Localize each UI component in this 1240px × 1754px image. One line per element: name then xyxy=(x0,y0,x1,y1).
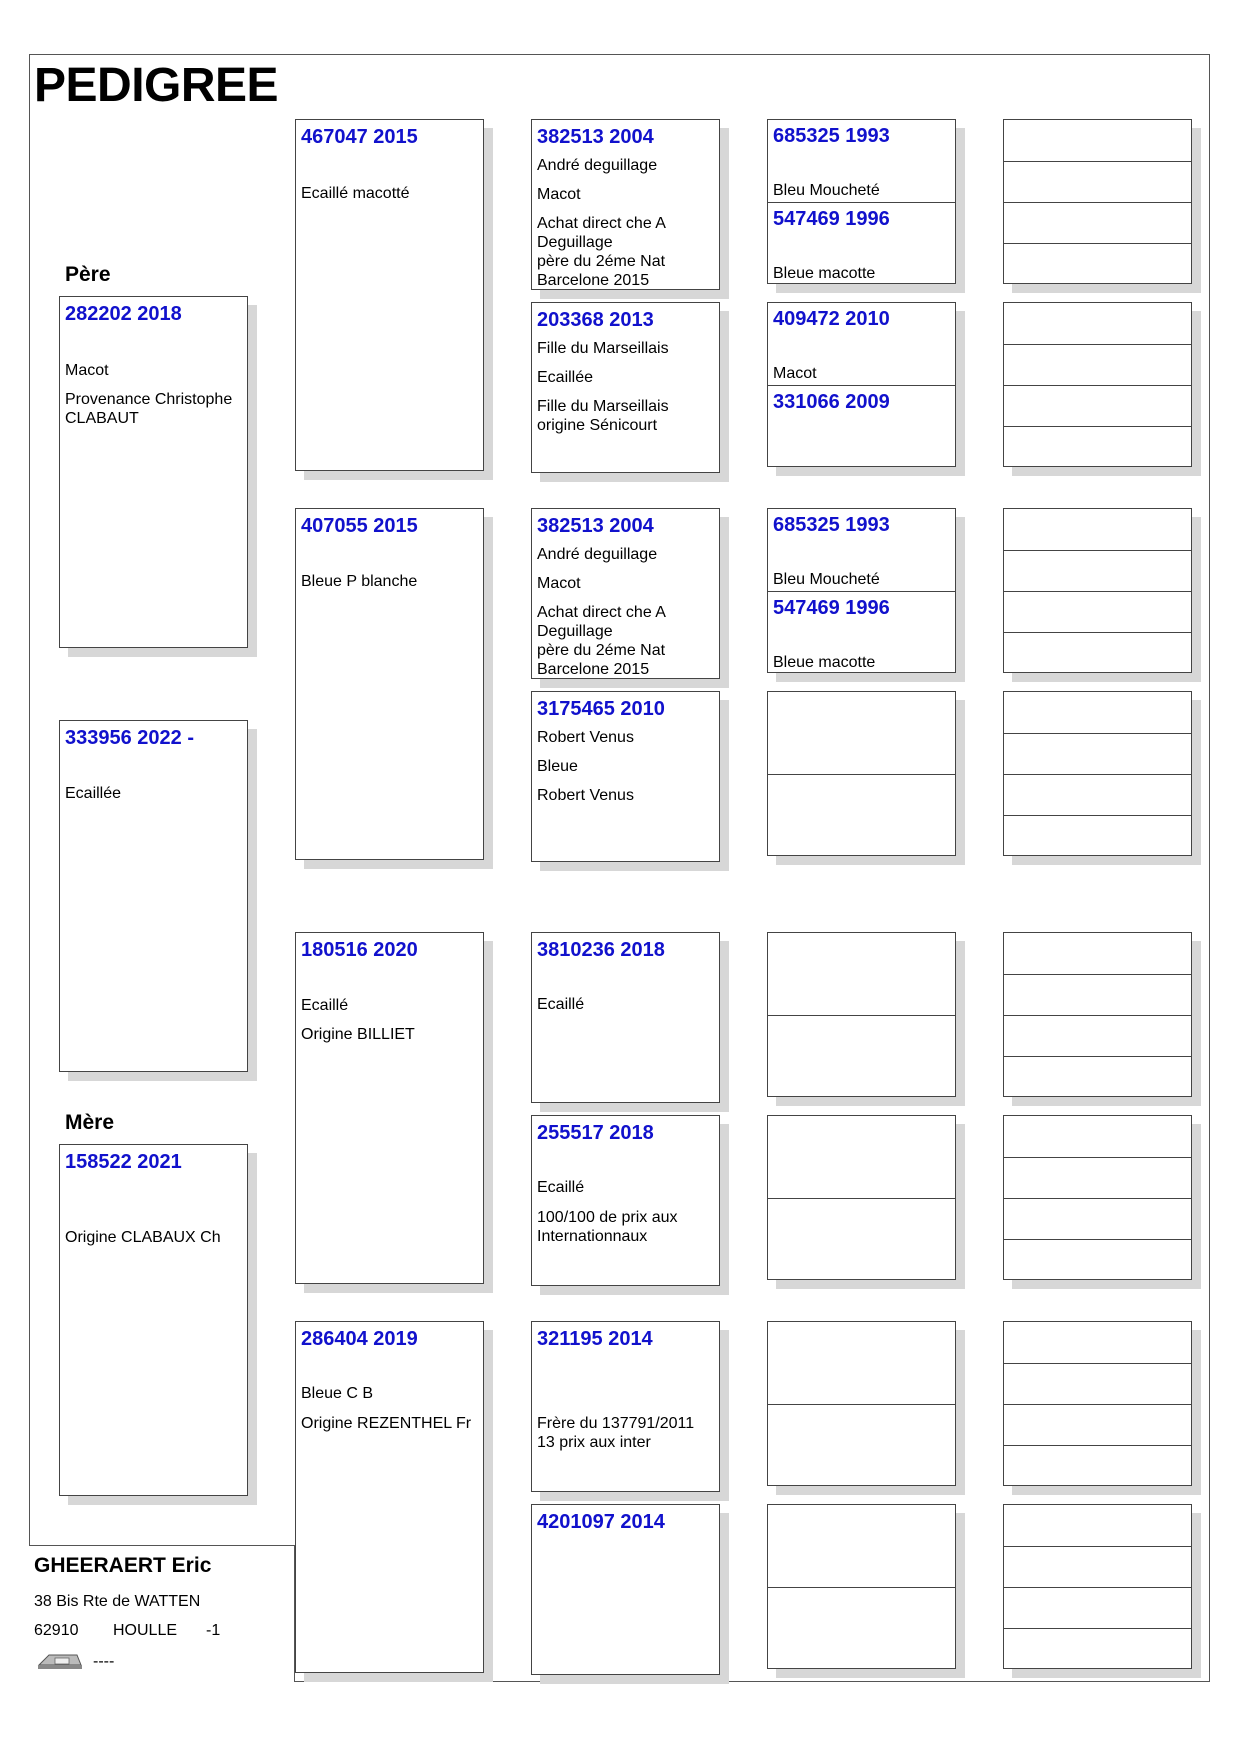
owner-postcode: 62910 xyxy=(34,1622,79,1639)
bird-info-line: Achat direct che A xyxy=(537,604,666,621)
bird-info-line: Provenance Christophe xyxy=(65,391,233,408)
bird-info-line: 100/100 de prix aux xyxy=(537,1209,678,1226)
gen5-slot xyxy=(1004,1445,1191,1486)
gen5-slot xyxy=(1004,1322,1191,1363)
ring-number: 547469 1996 xyxy=(773,208,890,230)
gen5-slot xyxy=(1004,1239,1191,1280)
bird-info-line: Ecaillé xyxy=(537,996,585,1013)
bird-info-line: Macot xyxy=(537,186,581,203)
gen5-slot xyxy=(1004,1587,1191,1629)
ring-number: 158522 2021 xyxy=(65,1151,182,1173)
gen5-slot xyxy=(1004,1628,1191,1669)
gen5-slot xyxy=(1004,344,1191,386)
telephone-icon xyxy=(37,1651,83,1671)
ring-number: 407055 2015 xyxy=(301,515,418,537)
owner-city: HOULLE xyxy=(113,1622,178,1639)
gen5-card xyxy=(1003,508,1192,673)
bird-info-line: Bleu Moucheté xyxy=(773,182,880,199)
bird-info-line: Deguillage xyxy=(537,234,613,251)
gen5-slot xyxy=(1004,1505,1191,1546)
gen5-slot xyxy=(1004,1116,1191,1157)
ring-number: 331066 2009 xyxy=(773,391,890,413)
gen5-slot xyxy=(1004,303,1191,344)
great-grandparent-card xyxy=(531,119,720,290)
ring-number: 3175465 2010 xyxy=(537,698,665,720)
bird-info-line: Robert Venus xyxy=(537,787,634,804)
ring-number: 382513 2004 xyxy=(537,515,654,537)
owner-phone: ---- xyxy=(93,1653,115,1670)
ancestor-pair-card xyxy=(767,508,956,673)
bird-info-line: Deguillage xyxy=(537,623,613,640)
gen5-card xyxy=(1003,691,1192,856)
bird-info-line: Origine BILLIET xyxy=(301,1026,415,1043)
dam-slot xyxy=(768,202,955,284)
bird-info-line: CLABAUT xyxy=(65,410,139,427)
great-grandparent-card xyxy=(531,1504,720,1675)
owner-address: 38 Bis Rte de WATTEN xyxy=(34,1593,201,1610)
ring-number: 3810236 2018 xyxy=(537,939,665,961)
gen5-slot xyxy=(1004,426,1191,467)
sire-slot xyxy=(768,692,955,774)
sire-slot xyxy=(768,1505,955,1587)
bird-info-line: Achat direct che A xyxy=(537,215,666,232)
gen5-slot xyxy=(1004,1015,1191,1057)
bird-info-line: 13 prix aux inter xyxy=(537,1434,651,1451)
bird-info-line: Ecaillé xyxy=(301,997,349,1014)
ancestor-pair-card xyxy=(767,691,956,856)
gen5-slot xyxy=(1004,202,1191,244)
ancestor-pair-card xyxy=(767,1504,956,1669)
ring-number: 382513 2004 xyxy=(537,126,654,148)
ring-number: 255517 2018 xyxy=(537,1122,654,1144)
sire-slot xyxy=(768,1322,955,1404)
grandparent-card xyxy=(295,119,484,471)
ring-number: 282202 2018 xyxy=(65,303,182,325)
ring-number: 180516 2020 xyxy=(301,939,418,961)
owner-block xyxy=(29,1545,295,1682)
great-grandparent-card xyxy=(531,508,720,679)
gen5-slot xyxy=(1004,632,1191,673)
father-card xyxy=(59,296,248,648)
bird-info-line: André deguillage xyxy=(537,546,658,563)
ancestor-pair-card xyxy=(767,1321,956,1486)
gen5-slot xyxy=(1004,385,1191,427)
gen5-card xyxy=(1003,1504,1192,1669)
gen5-slot xyxy=(1004,243,1191,284)
dam-slot xyxy=(768,1587,955,1669)
gen5-slot xyxy=(1004,550,1191,592)
ring-number: 321195 2014 xyxy=(537,1328,653,1350)
gen5-slot xyxy=(1004,509,1191,550)
bird-info-line: Ecaillé macotté xyxy=(301,185,410,202)
title-gap xyxy=(282,40,1222,54)
dam-slot xyxy=(768,1404,955,1486)
bird-info-line: Ecaillée xyxy=(65,785,122,802)
bird-info-line: Macot xyxy=(773,365,817,382)
great-grandparent-card xyxy=(531,932,720,1103)
bird-info-line: Fille du Marseillais xyxy=(537,398,669,415)
bird-info-line: Ecaillé xyxy=(537,1179,585,1196)
gen5-slot xyxy=(1004,1198,1191,1240)
grandparent-card xyxy=(295,1321,484,1673)
bird-info-line: Barcelone 2015 xyxy=(537,661,650,678)
gen5-slot xyxy=(1004,1404,1191,1446)
gen5-slot xyxy=(1004,1546,1191,1588)
ring-number: 203368 2013 xyxy=(537,309,654,331)
sire-slot xyxy=(768,120,955,202)
gen5-slot xyxy=(1004,692,1191,733)
gen5-slot xyxy=(1004,1157,1191,1199)
bird-info-line: Bleue macotte xyxy=(773,654,876,671)
bird-info-line: Ecaillée xyxy=(537,369,594,386)
sire-slot xyxy=(768,509,955,591)
bird-info-line: Bleue macotte xyxy=(773,265,876,282)
bird-info-line: Robert Venus xyxy=(537,729,634,746)
bird-info-line: Macot xyxy=(65,362,109,379)
ring-number: 333956 2022 - xyxy=(65,727,195,749)
dam-slot xyxy=(768,1198,955,1280)
bird-info-line: Origine CLABAUX Ch xyxy=(65,1229,221,1246)
bird-info-line: Bleue C B xyxy=(301,1385,374,1402)
gen5-slot xyxy=(1004,1363,1191,1405)
sire-slot xyxy=(768,933,955,1015)
great-grandparent-card xyxy=(531,1115,720,1286)
bird-info-line: Origine REZENTHEL Fr xyxy=(301,1415,472,1432)
gen5-card xyxy=(1003,119,1192,284)
owner-name: GHEERAERT Eric xyxy=(34,1554,212,1577)
gen5-slot xyxy=(1004,815,1191,856)
ancestor-pair-card xyxy=(767,119,956,284)
gen5-slot xyxy=(1004,933,1191,974)
bird-info-line: Internationnaux xyxy=(537,1228,648,1245)
bird-info-line: Barcelone 2015 xyxy=(537,272,650,289)
sire-slot xyxy=(768,303,955,385)
bird-info-line: père du 2éme Nat xyxy=(537,253,666,270)
ancestor-pair-card xyxy=(767,932,956,1097)
page-title: PEDIGREE xyxy=(34,59,279,112)
gen5-slot xyxy=(1004,774,1191,816)
great-grandparent-card xyxy=(531,1321,720,1492)
gen5-slot xyxy=(1004,974,1191,1016)
ring-number: 467047 2015 xyxy=(301,126,418,148)
gen5-slot xyxy=(1004,120,1191,161)
gen5-card xyxy=(1003,302,1192,467)
gen5-slot xyxy=(1004,161,1191,203)
great-grandparent-card xyxy=(531,691,720,862)
ring-number: 286404 2019 xyxy=(301,1328,418,1350)
great-grandparent-card xyxy=(531,302,720,473)
bird-info-line: Macot xyxy=(537,575,581,592)
mother-card xyxy=(59,1144,248,1496)
gen5-slot xyxy=(1004,733,1191,775)
owner-suffix: -1 xyxy=(206,1622,221,1639)
ring-number: 4201097 2014 xyxy=(537,1511,665,1533)
dam-slot xyxy=(768,385,955,467)
gen5-card xyxy=(1003,932,1192,1097)
gen5-card xyxy=(1003,1321,1192,1486)
dam-slot xyxy=(768,774,955,856)
sire-slot xyxy=(768,1116,955,1198)
bird-info-line: Bleue xyxy=(537,758,578,775)
mother-section-label: Mère xyxy=(65,1111,115,1134)
dam-slot xyxy=(768,591,955,673)
bird-info-line: Bleue P blanche xyxy=(301,573,418,590)
bird-info-line: Fille du Marseillais xyxy=(537,340,669,357)
ancestor-pair-card xyxy=(767,302,956,467)
father-section-label: Père xyxy=(65,263,111,286)
ring-number: 685325 1993 xyxy=(773,125,890,147)
ancestor-pair-card xyxy=(767,1115,956,1280)
bird-info-line: André deguillage xyxy=(537,157,658,174)
gen5-slot xyxy=(1004,591,1191,633)
ring-number: 547469 1996 xyxy=(773,597,890,619)
grandparent-card xyxy=(295,932,484,1284)
ring-number: 409472 2010 xyxy=(773,308,890,330)
subject-card xyxy=(59,720,248,1072)
grandparent-card xyxy=(295,508,484,860)
gen5-card xyxy=(1003,1115,1192,1280)
ring-number: 685325 1993 xyxy=(773,514,890,536)
bird-info-line: Frère du 137791/2011 xyxy=(537,1415,695,1432)
gen5-slot xyxy=(1004,1056,1191,1097)
dam-slot xyxy=(768,1015,955,1097)
bird-info-line: origine Sénicourt xyxy=(537,417,658,434)
bird-info-line: père du 2éme Nat xyxy=(537,642,666,659)
bird-info-line: Bleu Moucheté xyxy=(773,571,880,588)
